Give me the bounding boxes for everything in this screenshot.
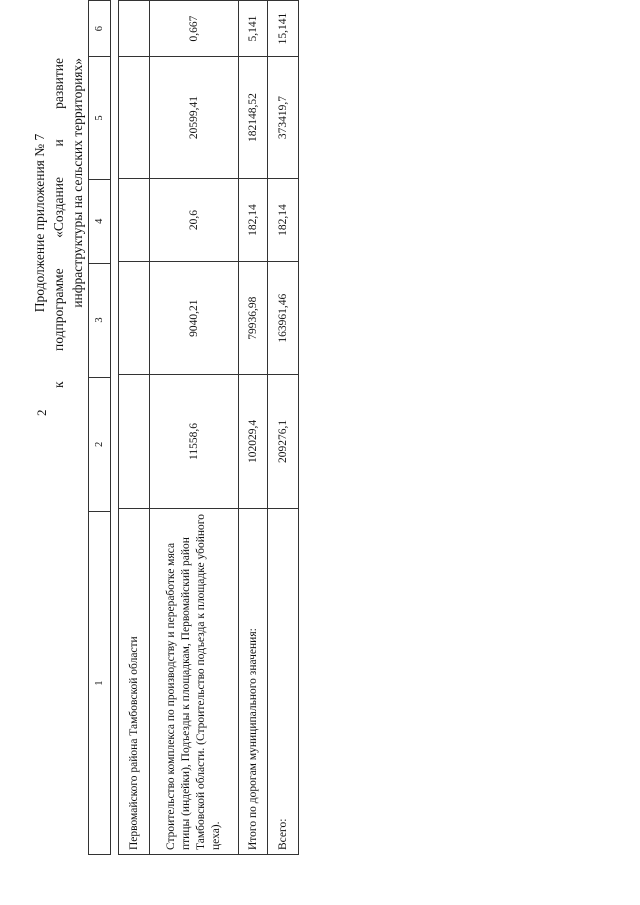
header-word: развитие [51,58,66,109]
project-description: Строительство комплекса по производству и переработке мяса птицы (индейки), Подъезды к площадкам, Первомайский район Тамбовской области. (Строительство подъезда к площадке убойного цеха). [150,508,239,854]
column-number: 3 [89,263,111,377]
value-cell: 20599,41 [150,57,239,179]
column-number-table [88,0,111,855]
subtotal-label: Итого по дорогам муниципального значения: [239,508,268,854]
header-line-2 [49,58,68,388]
data-table [118,0,299,855]
value-cell: 11558,6 [150,375,239,508]
empty-cell [119,179,150,262]
empty-cell [119,375,150,508]
header-line-1: Продолжение приложения № 7 [32,133,47,313]
appendix-header [30,58,87,388]
header-word: и [51,139,66,147]
column-number: 4 [89,179,111,263]
table-row [150,1,239,855]
column-number: 1 [89,512,111,855]
value-cell: 182,14 [268,179,299,262]
section-row [119,1,150,855]
column-number: 5 [89,57,111,180]
value-cell: 15,141 [268,1,299,57]
value-cell: 79936,98 [239,261,268,374]
section-title: Первомайского района Тамбовской области [119,508,150,854]
value-cell: 102029,4 [239,375,268,508]
column-number-row [89,1,111,855]
value-cell: 0,667 [150,1,239,57]
header-word: к [51,381,66,388]
value-cell: 182148,52 [239,57,268,179]
value-cell: 182,14 [239,179,268,262]
total-row [268,1,299,855]
header-word: подпрограмме [51,268,66,351]
value-cell: 9040,21 [150,261,239,374]
column-number: 2 [89,377,111,512]
value-cell: 5,141 [239,1,268,57]
header-word: «Создание [51,177,66,238]
value-cell: 20,6 [150,179,239,262]
page-number: 2 [34,409,49,416]
total-label: Всего: [268,508,299,854]
value-cell: 163961,46 [268,261,299,374]
empty-cell [119,261,150,374]
subtotal-row [239,1,268,855]
value-cell: 209276,1 [268,375,299,508]
column-number: 6 [89,1,111,57]
empty-cell [119,57,150,179]
empty-cell [119,1,150,57]
value-cell: 373419,7 [268,57,299,179]
header-line-3: инфраструктуры на сельских территориях» [70,58,85,308]
